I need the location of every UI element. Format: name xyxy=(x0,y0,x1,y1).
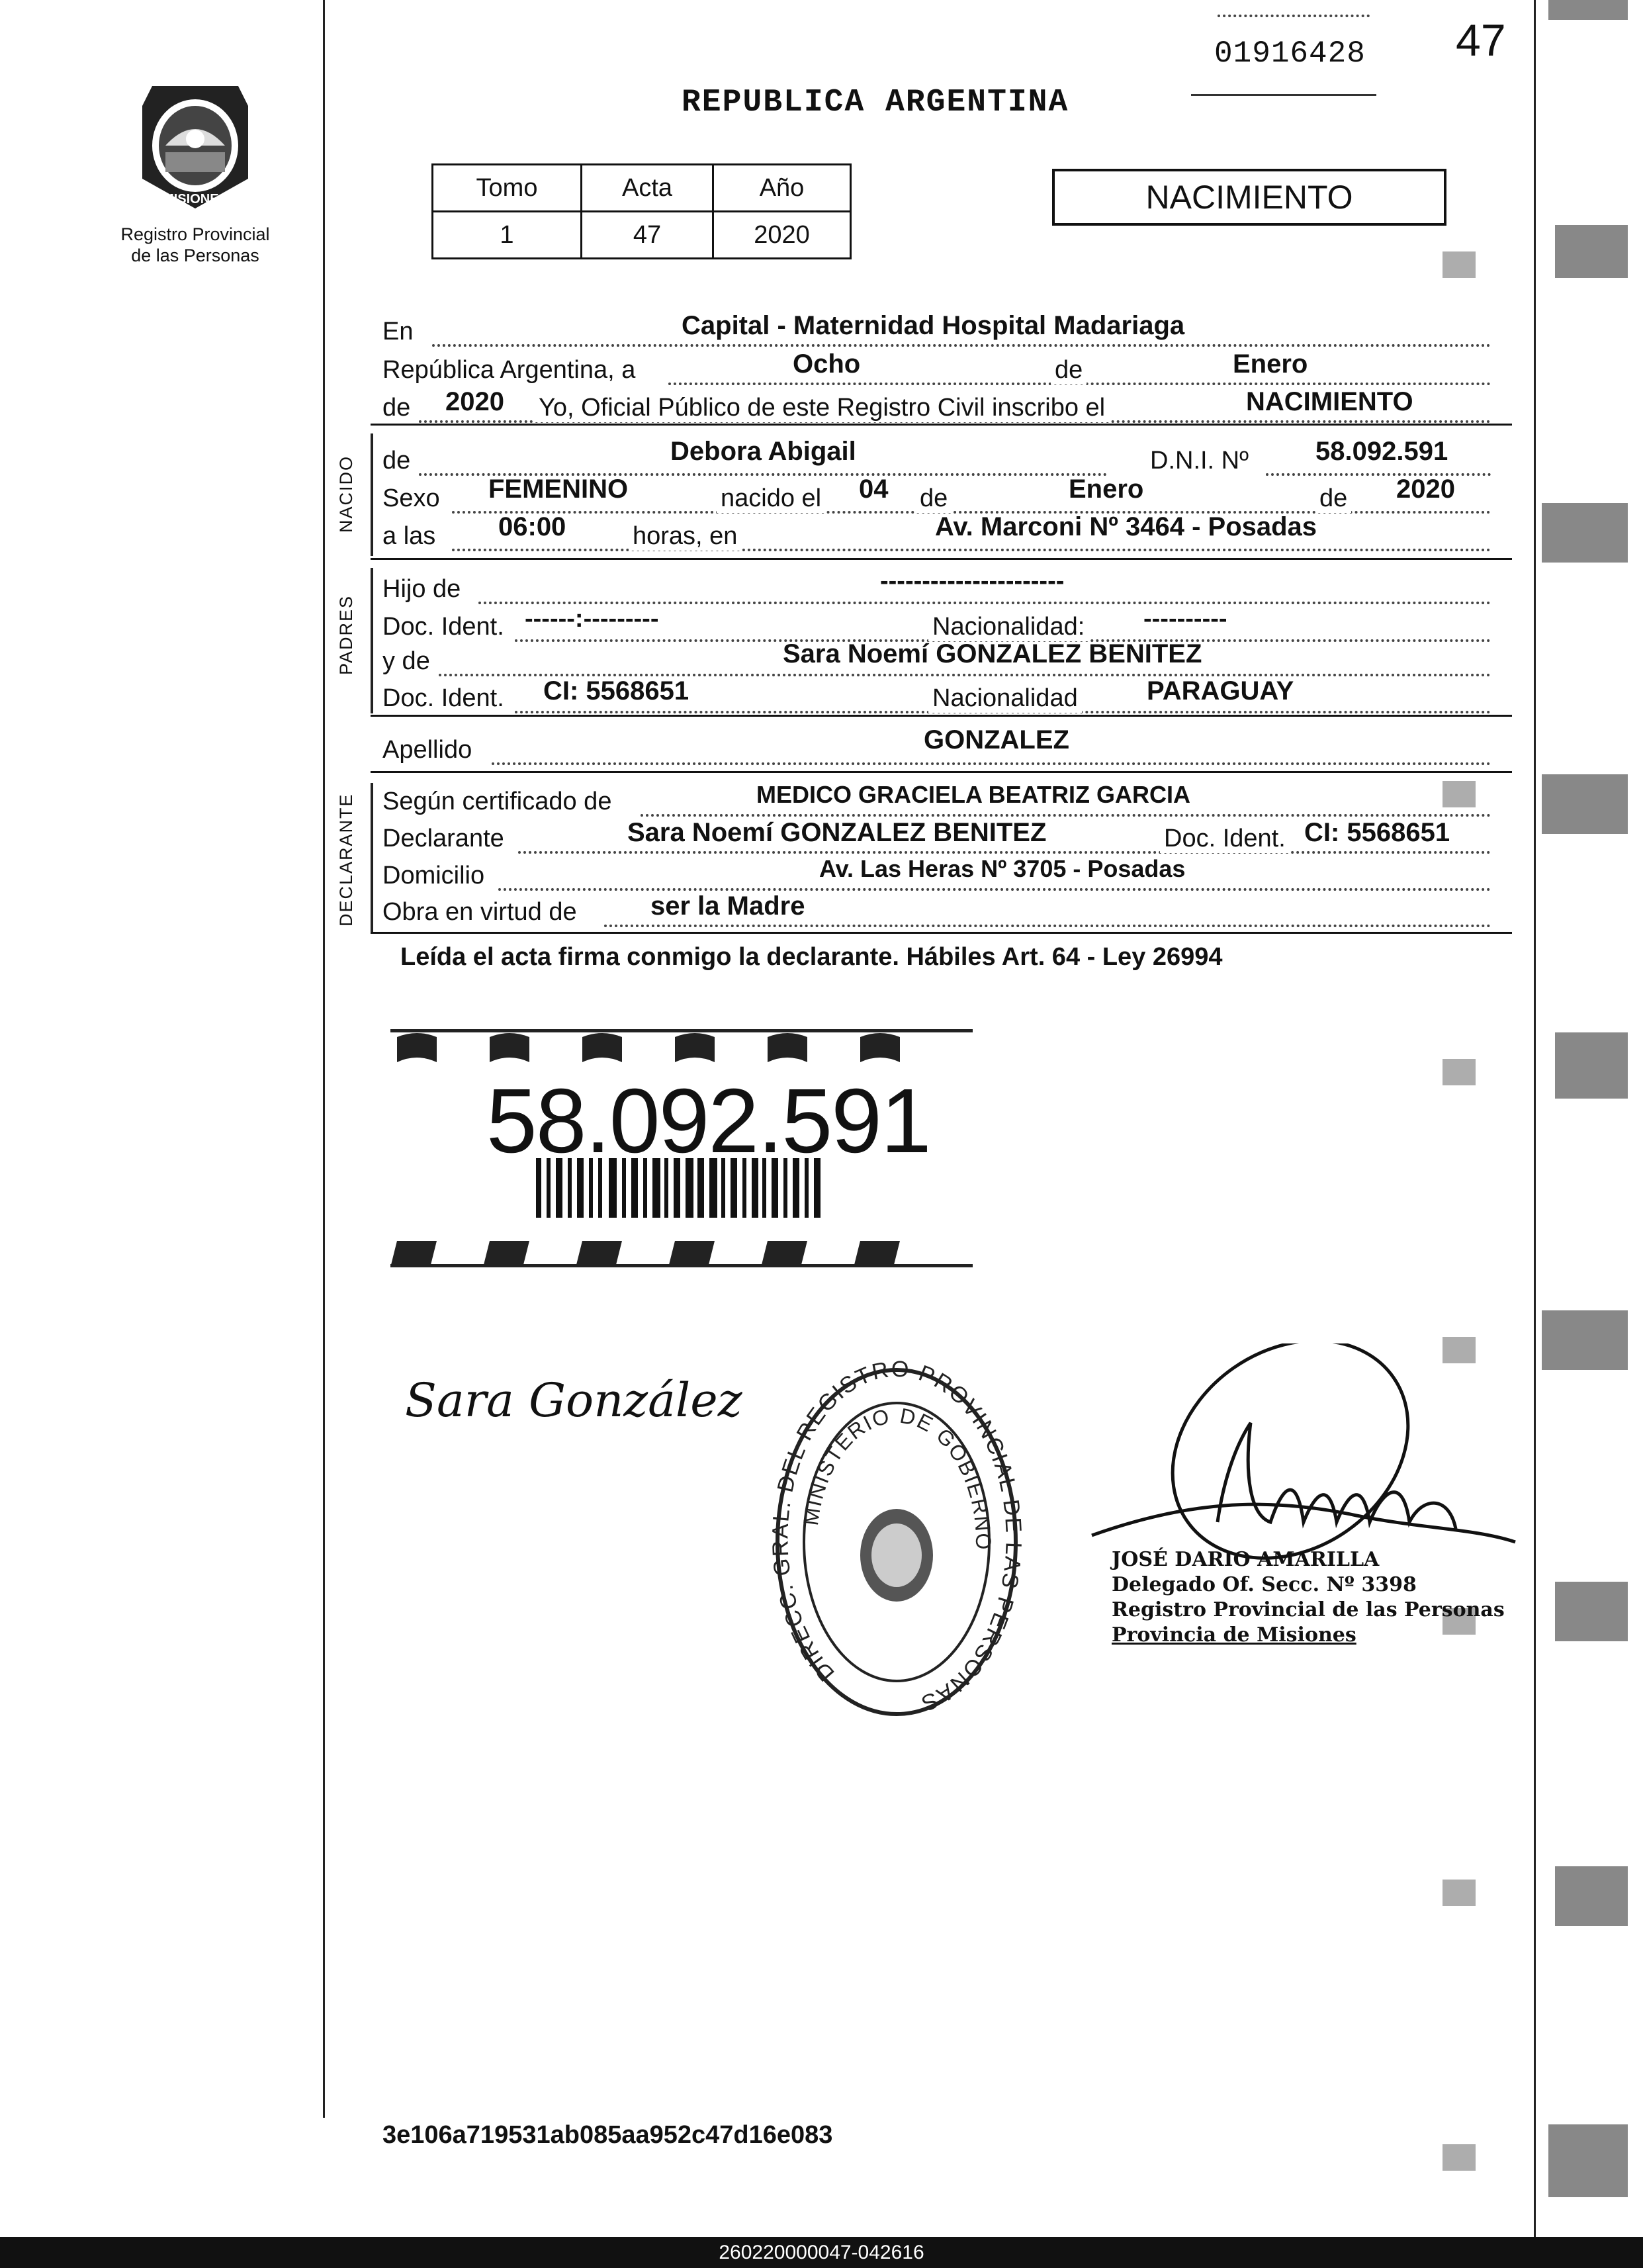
label-domicilio: Domicilio xyxy=(382,862,485,889)
official-province: Provincia de Misiones xyxy=(1112,1623,1356,1647)
field-mother-name: Sara Noemí GONZALEZ BENITEZ xyxy=(783,639,1202,668)
country-title: REPUBLICA ARGENTINA xyxy=(682,85,1069,120)
label-segun-certificado: Según certificado de xyxy=(382,788,612,815)
field-place: Capital - Maternidad Hospital Madariaga xyxy=(682,311,1185,340)
label-de-2: de xyxy=(382,394,411,422)
label-apellido: Apellido xyxy=(382,736,472,764)
registry-table xyxy=(431,163,852,259)
tomo-value: 1 xyxy=(433,212,582,259)
closing-statement: Leída el acta firma conmigo la declarante. Hábiles Art. 64 - Ley 26994 xyxy=(400,943,1223,971)
row-sexo xyxy=(382,475,1507,510)
label-republica: República Argentina, a xyxy=(382,356,636,384)
row-year xyxy=(382,387,1507,423)
official-text: Yo, Oficial Público de este Registro Civil inscribo el xyxy=(535,394,1109,422)
acta-value: 47 xyxy=(582,212,713,259)
label-de-4: de xyxy=(1315,484,1351,513)
official-office: Registro Provincial de las Personas xyxy=(1112,1598,1505,1621)
field-dni: 58.092.591 xyxy=(1315,437,1448,466)
row-hijo-de xyxy=(382,567,1507,603)
official-stamp xyxy=(1112,1547,1505,1648)
field-birth-year: 2020 xyxy=(1396,475,1455,504)
field-declarante-doc: CI: 5568651 xyxy=(1304,818,1450,847)
label-horas-en: horas, en xyxy=(629,522,741,551)
registry-table-header xyxy=(433,165,851,212)
field-father-nationality: ---------- xyxy=(1143,605,1227,633)
label-en: En xyxy=(382,318,414,345)
field-certificate: MEDICO GRACIELA BEATRIZ GARCIA xyxy=(756,781,1190,808)
label-y-de: y de xyxy=(382,647,430,675)
act-type-box: NACIMIENTO xyxy=(1052,169,1446,226)
logo-caption-line1: Registro Provincial xyxy=(120,224,270,244)
label-doc-ident-2: Doc. Ident. xyxy=(382,684,504,712)
official-name: JOSÉ DARIO AMARILLA xyxy=(1112,1548,1380,1571)
row-nacido-name xyxy=(382,437,1507,473)
label-de-1: de xyxy=(1051,356,1087,385)
seal-outer-text: DIRECC. GRAL. DEL REGISTRO PROVINCIAL DE LAS PERSONAS xyxy=(768,1357,1026,1717)
row-republica xyxy=(382,349,1507,385)
left-margin-line xyxy=(323,0,325,2118)
field-obra: ser la Madre xyxy=(650,891,805,921)
label-declarante-doc: Doc. Ident. xyxy=(1160,825,1290,853)
serial-underline xyxy=(1191,94,1376,96)
label-a-las: a las xyxy=(382,522,436,550)
label-dni: D.N.I. Nº xyxy=(1150,447,1249,475)
anio-value: 2020 xyxy=(713,212,851,259)
row-hour xyxy=(382,512,1507,548)
seal-inner-text: MINISTERIO DE GOBIERNO xyxy=(798,1403,996,1551)
field-day: Ocho xyxy=(793,349,861,379)
row-declarante xyxy=(382,818,1507,854)
side-label-padres: PADRES xyxy=(336,594,356,675)
label-nacionalidad-1: Nacionalidad: xyxy=(928,613,1088,641)
divider-3 xyxy=(371,715,1512,717)
official-role: Delegado Of. Secc. Nº 3398 xyxy=(1112,1573,1417,1596)
logo-ring-top-text: PROVINCIA DE xyxy=(152,71,238,85)
padres-brace xyxy=(371,568,373,713)
label-sexo: Sexo xyxy=(382,484,440,512)
row-domicilio xyxy=(382,855,1507,891)
footer-code-bar: 260220000047-042616 xyxy=(0,2237,1643,2268)
registry-table-values xyxy=(433,212,851,259)
field-birth-month: Enero xyxy=(1069,475,1144,504)
official-seal xyxy=(764,1357,1029,1727)
field-apellido: GONZALEZ xyxy=(924,725,1069,754)
field-year: 2020 xyxy=(445,387,504,416)
field-domicilio: Av. Las Heras Nº 3705 - Posadas xyxy=(819,855,1186,882)
serial-number: 01916428 xyxy=(1214,36,1366,71)
folio-number: 47 xyxy=(1456,15,1506,66)
row-certificado xyxy=(382,781,1507,817)
field-sexo: FEMENINO xyxy=(488,475,629,504)
label-obra: Obra en virtud de xyxy=(382,898,577,926)
divider-1 xyxy=(371,424,1512,426)
divider-2 xyxy=(371,558,1512,560)
declarante-brace xyxy=(371,783,373,932)
label-nacionalidad-2: Nacionalidad xyxy=(928,684,1082,713)
col-acta-header: Acta xyxy=(582,165,713,212)
serial-top-marks xyxy=(1218,15,1370,20)
label-nacido-de: de xyxy=(382,447,411,475)
divider-5 xyxy=(371,932,1512,934)
divider-4 xyxy=(371,771,1512,773)
field-hour: 06:00 xyxy=(498,512,566,541)
field-father-name: ---------------------- xyxy=(880,567,1065,595)
field-birth-day: 04 xyxy=(859,475,889,504)
logo-caption xyxy=(99,224,291,266)
field-birth-place: Av. Marconi Nº 3464 - Posadas xyxy=(935,512,1317,541)
field-child-name: Debora Abigail xyxy=(670,437,856,466)
nacido-brace xyxy=(371,433,373,556)
logo-caption-line2: de las Personas xyxy=(131,246,259,265)
label-de-3: de xyxy=(916,484,952,513)
document-hash: 3e106a719531ab085aa952c47d16e083 xyxy=(382,2121,833,2149)
field-father-doc: ------:--------- xyxy=(525,605,659,633)
field-declarante-name: Sara Noemí GONZALEZ BENITEZ xyxy=(627,818,1047,847)
declarant-signature: Sara González xyxy=(405,1373,742,1428)
label-nacido-el: nacido el xyxy=(717,484,825,513)
label-hijo-de: Hijo de xyxy=(382,575,461,603)
field-mother-doc: CI: 5568651 xyxy=(543,676,689,705)
row-en xyxy=(382,311,1507,347)
col-anio-header: Año xyxy=(713,165,851,212)
row-obra xyxy=(382,891,1507,927)
col-tomo-header: Tomo xyxy=(433,165,582,212)
row-father-doc xyxy=(382,605,1507,641)
side-label-declarante: DECLARANTE xyxy=(336,793,356,927)
label-declarante: Declarante xyxy=(382,825,504,852)
row-mother-doc xyxy=(382,676,1507,712)
side-label-nacido: NACIDO xyxy=(336,455,356,533)
field-mother-nationality: PARAGUAY xyxy=(1147,676,1294,705)
row-apellido xyxy=(382,725,1507,764)
row-y-de xyxy=(382,639,1507,675)
dni-sticker-number: 58.092.591 xyxy=(486,1070,930,1172)
field-month: Enero xyxy=(1233,349,1308,379)
logo-ring-bottom-text: MISIONES xyxy=(163,192,228,206)
label-doc-ident-1: Doc. Ident. xyxy=(382,613,504,641)
field-event: NACIMIENTO xyxy=(1246,387,1413,416)
